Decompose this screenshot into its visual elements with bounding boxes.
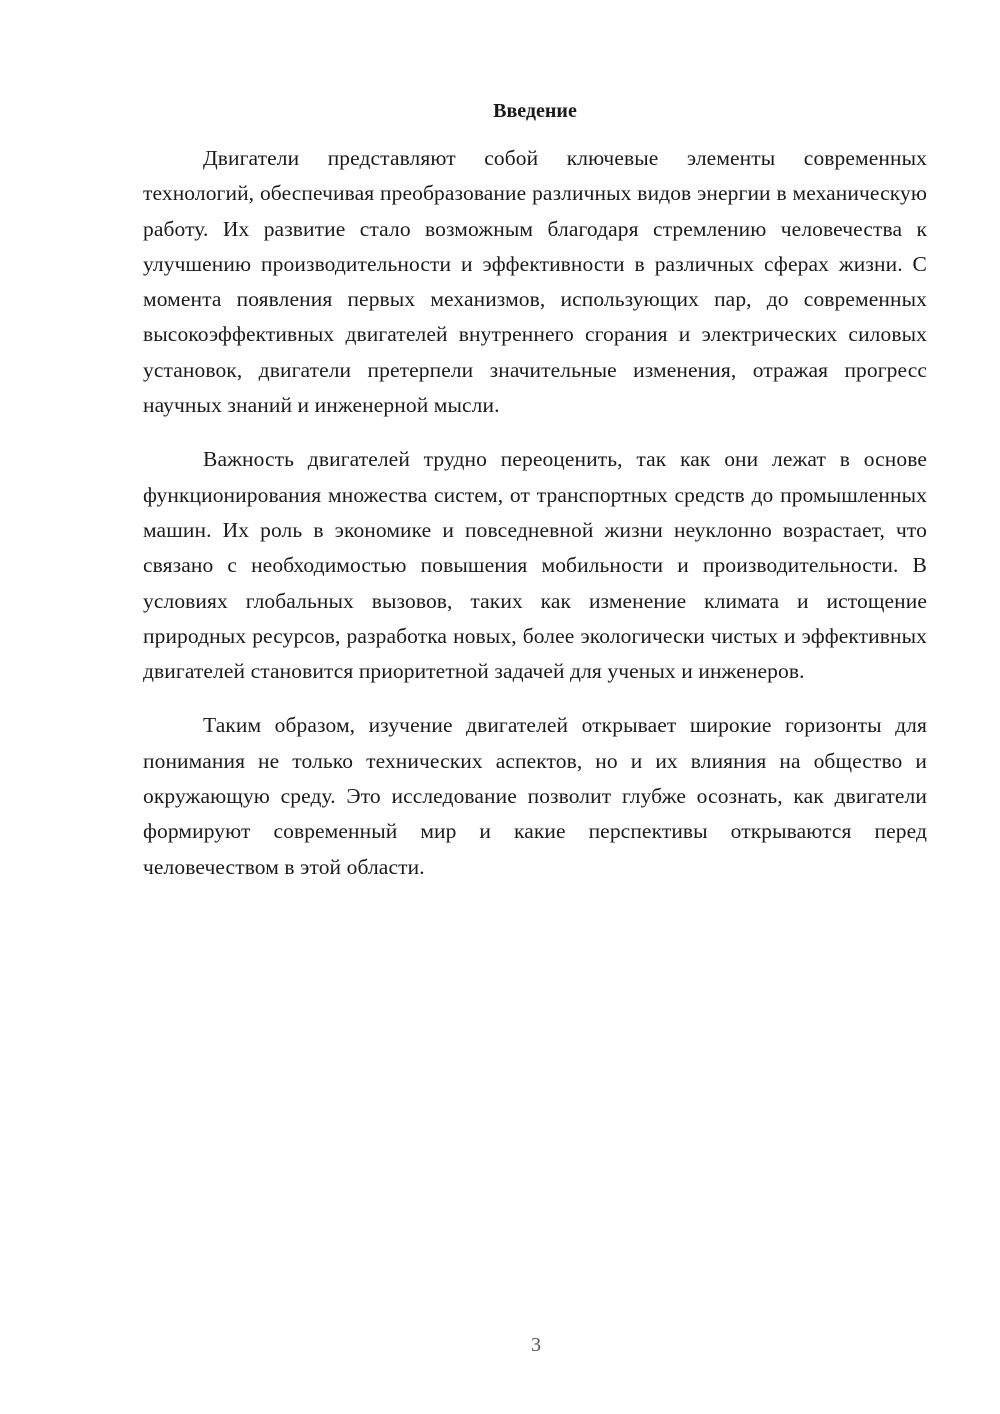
page-number: 3 xyxy=(531,1334,541,1356)
paragraph-2: Важность двигателей трудно переоценить, так как они лежат в основе функционирования множества систем, от транспортных средств до промышленных машин. Их роль в экономике и повседневной жизни неуклонно возрастает, что связано с необходимостью повышения мобильности и производительности. В условиях глобальных вызовов, таких как изменение климата и истощение природных ресурсов, разработка новых, более экологически чистых и эффективных двигателей становится приоритетной задачей для ученых и инженеров. xyxy=(143,447,927,684)
section-heading: Введение xyxy=(493,100,577,122)
paragraph-3: Таким образом, изучение двигателей открывает широкие горизонты для понимания не только технических аспектов, но и их влияния на общество и окружающую среду. Это исследование позволит глубже осознать, как двигатели формируют современный мир и какие перспективы открываются перед человечеством в этой области. xyxy=(143,713,927,879)
document-body xyxy=(143,95,927,904)
paragraph-1: Двигатели представляют собой ключевые элементы современных технологий, обеспечивая преобразование различных видов энергии в механическую работу. Их развитие стало возможным благодаря стремлению человечества к улучшению производительности и эффективности в различных сферах жизни. С момента появления первых механизмов, использующих пар, до современных высокоэффективных двигателей внутреннего сгорания и электрических силовых установок, двигатели претерпели значительные изменения, отражая прогресс научных знаний и инженерной мысли. xyxy=(143,146,927,418)
